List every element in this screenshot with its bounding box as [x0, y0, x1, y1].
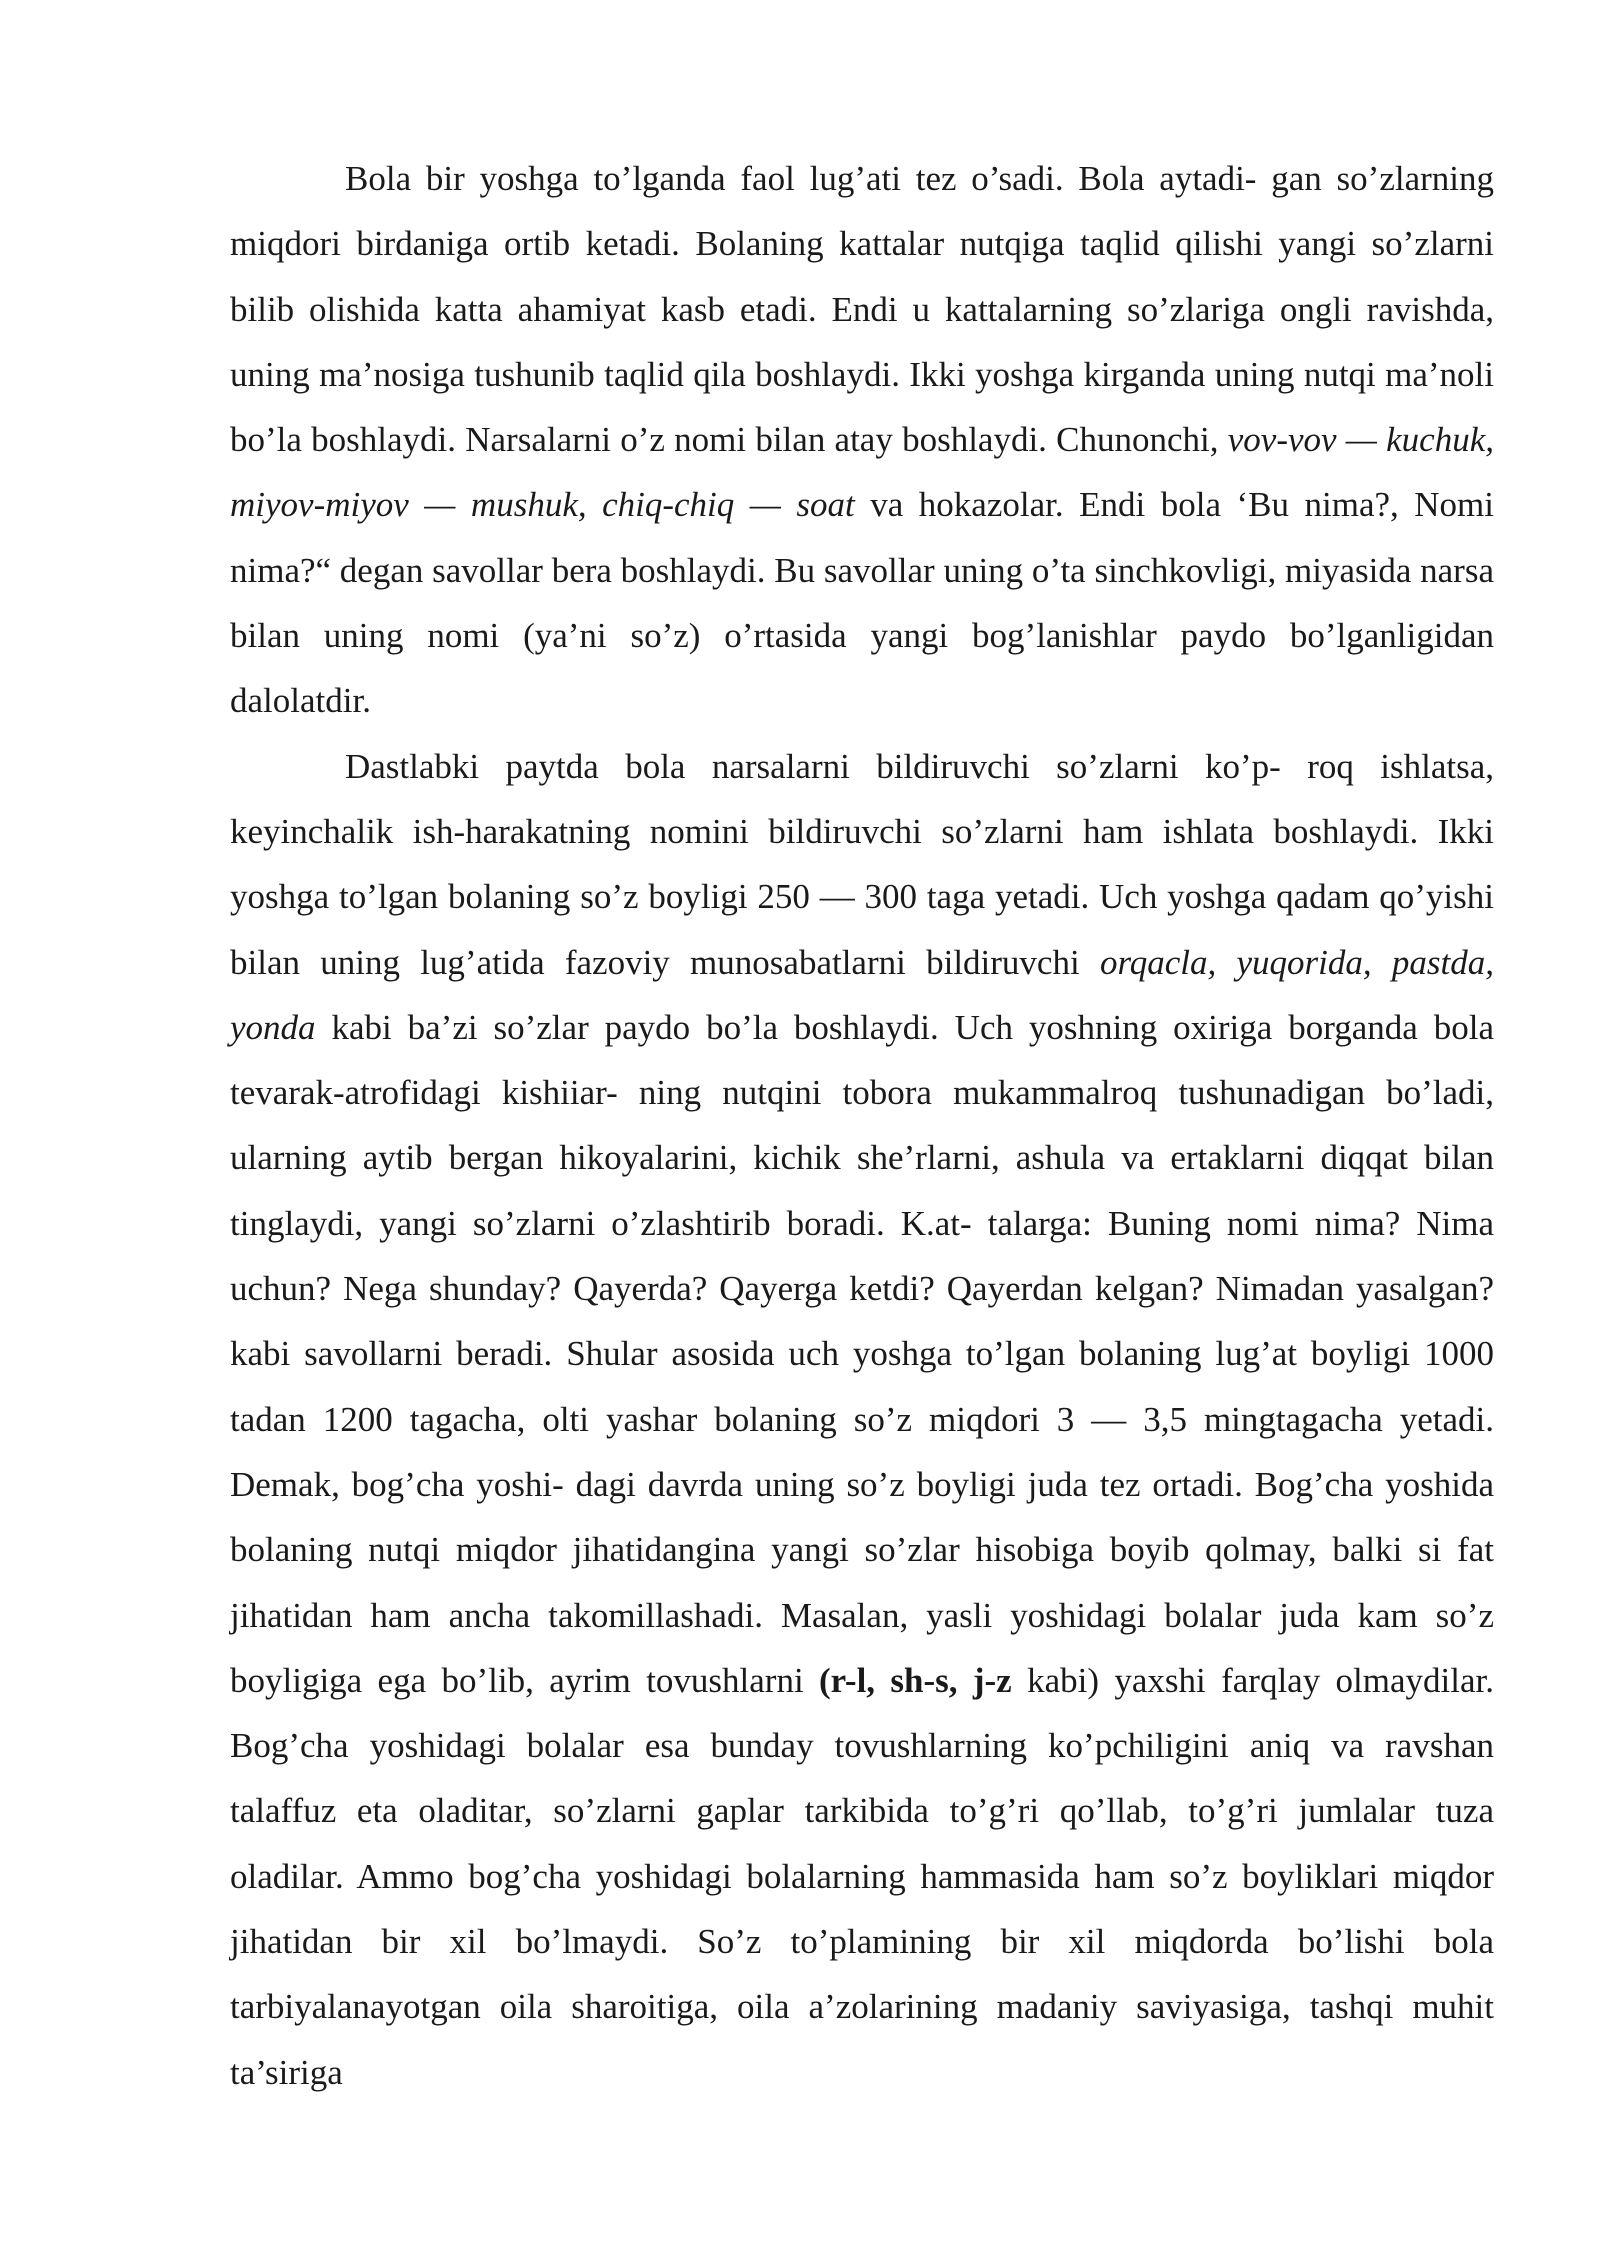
paragraph-2-text-middle: kabi ba’zi so’zlar paydo bo’la boshlaydi. Uch yoshning oxiriga borganda bola tevarak-atrofidagi kishiiar- ning nutqini tobora mukammalroq tushunadigan bo’ladi, ularning aytib bergan hikoyalarini, kichik she’rlarni, ashula va ertaklarni diqqat bilan tinglaydi, yangi so’zlarni o’zlashtirib boradi. K.at- talarga: Buning nomi nima? Nima uchun? Nega shunday? Qayerda? Qayerga ketdi? Qayerdan kelgan? Nimadan yasalgan? kabi savollarni beradi. Shular asosida uch yoshga to’lgan bolaning lug’at boyligi 1000 tadan 1200 tagacha, olti yashar bolaning so’z miqdori 3 — 3,5 mingtagacha yetadi. Demak, bog’cha yoshi- dagi davrda uning so’z boyligi juda tez ortadi. Bog’cha yoshida bolaning nutqi miqdor jihatidangina yangi so’zlar hisobiga boyib qolmay, balki si fat jihatidan ham ancha takomillashadi. Masalan, yasli yoshidagi bolalar juda kam so’z boyligiga ega bo’lib, ayrim tovushlarni — [230, 1007, 1494, 1700]
paragraph-1-text-end: va hokazolar. Endi bola ‘Bu nima?, Nomi nima?“ degan savollar bera boshlaydi. Bu savollar uning o’ta sinchkovligi, miyasida narsa bilan uning nomi (ya’ni so’z) o’rtasida yangi bog’lanishlar paydo bo’lganligidan dalolatdir. — [230, 485, 1494, 721]
paragraph-1 — [230, 146, 1494, 734]
paragraph-1-italic-examples: vov-vov — kuchuk, miyov-miyov — mushuk, chiq-chiq — soat — [230, 420, 1494, 525]
body-text — [230, 146, 1494, 2105]
paragraph-2-italic-words: orqacla, yuqorida, pastda, yonda — [230, 942, 1494, 1047]
paragraph-2-text-end: kabi) yaxshi farqlay olmaydilar. Bog’cha yoshidagi bolalar esa bunday tovushlarning ko’pchiligini aniq va ravshan talaffuz eta oladitar, so’zlarni gaplar tarkibida to’g’ri qo’llab, to’g’ri jumlalar tuza oladilar. Ammo bog’cha yoshidagi bolalarning hammasida ham so’z boyliklari miqdor jihatidan bir xil bo’lmaydi. So’z to’plamining bir xil miqdorda bo’lishi bola tarbiyalanayotgan oila sharoitiga, oila a’zolarining madaniy saviyasiga, tashqi muhit ta’siriga — [230, 1660, 1494, 2092]
paragraph-1-text: Bola bir yoshga to’lganda faol lug’ati tez o’sadi. Bola aytadi- gan so’zlarning miqdori birdaniga ortib ketadi. Bolaning kattalar nutqiga taqlid qilishi yangi so’zlarni bilib olishida katta ahamiyat kasb etadi. Endi u kattalarning so’zlariga ongli ravishda, uning ma’nosiga tushunib taqlid qila boshlaydi. Ikki yoshga kirganda uning nutqi ma’noli bo’la boshlaydi. Narsalarni o’z nomi bilan atay boshlaydi. Chunonchi, — [230, 159, 1494, 460]
paragraph-2-bold-sounds: (r-l, sh-s, j-z — [819, 1660, 1012, 1700]
paragraph-2 — [230, 734, 1494, 2105]
paragraph-2-text: Dastlabki paytda bola narsalarni bildiruvchi so’zlarni ko’p- roq ishlatsa, keyinchalik ish-harakatning nomini bildiruvchi so’zlarni ham ishlata boshlaydi. Ikki yoshga to’lgan bolaning so’z boyligi 250 — 300 taga yetadi. Uch yoshga qadam qo’yishi bilan uning lug’atida fazoviy munosabatlarni bildiruvchi — [230, 746, 1494, 982]
